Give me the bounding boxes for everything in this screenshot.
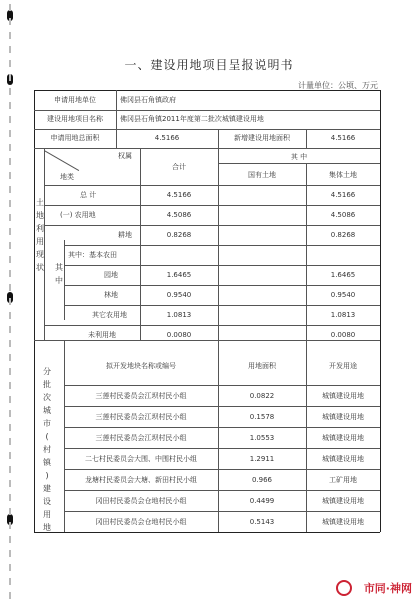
table-border	[380, 90, 381, 532]
parcel-area-cell: 0.966	[251, 476, 273, 484]
dash-mark	[9, 256, 11, 263]
collective-cell: 0.8268	[330, 231, 356, 239]
total-cell: 0.8268	[166, 231, 192, 239]
row-line	[64, 511, 380, 512]
land-type-cell: 总 计	[80, 191, 97, 199]
parcel-use-cell: 城镇建设用地	[322, 518, 364, 526]
total-cell: 1.6465	[166, 271, 192, 279]
dash-mark	[9, 480, 11, 487]
parcel-name-cell: 三莲村民委员会江坝村民小组	[95, 392, 187, 400]
table-border	[34, 90, 380, 91]
parcel-use-cell: 城镇建设用地	[322, 497, 364, 505]
dash-mark	[9, 438, 11, 445]
parcel-use-cell: 城镇建设用地	[322, 434, 364, 442]
land-type-label: 地类	[60, 173, 74, 181]
dash-mark	[9, 102, 11, 109]
parcel-area-header: 用地面积	[248, 362, 276, 370]
dash-mark	[9, 298, 11, 305]
of-which-side-label: 其 中	[55, 263, 63, 285]
dash-mark	[9, 396, 11, 403]
dash-mark	[9, 382, 11, 389]
dash-mark	[9, 592, 11, 599]
watermark-logo-icon	[336, 580, 352, 596]
parcel-use-cell: 城镇建设用地	[322, 455, 364, 463]
new-area-value: 4.5166	[330, 134, 356, 142]
applicant-label: 申请用地单位	[54, 96, 96, 104]
row-line	[64, 305, 380, 306]
parcel-area-cell: 0.4499	[249, 497, 275, 505]
col-line	[64, 240, 65, 320]
parcel-use-cell: 城镇建设用地	[322, 392, 364, 400]
parcel-use-header: 开发用途	[329, 362, 357, 370]
row-line	[64, 448, 380, 449]
land-type-cell: (一) 农用地	[60, 211, 96, 219]
parcel-name-cell: 三莲村民委员会江坝村民小组	[95, 434, 187, 442]
row-line	[34, 129, 380, 130]
dash-mark	[9, 452, 11, 459]
parcel-name-header: 拟开发地块名称或编号	[106, 362, 176, 370]
dash-mark	[9, 46, 11, 53]
total-cell: 0.0080	[166, 331, 192, 339]
collective-cell: 0.0080	[330, 331, 356, 339]
dash-mark	[9, 172, 11, 179]
row-line	[44, 325, 380, 326]
row-line	[64, 406, 380, 407]
collective-cell: 4.5086	[330, 211, 356, 219]
row-line	[64, 427, 380, 428]
dash-mark	[9, 312, 11, 319]
row-line	[44, 225, 380, 226]
new-area-label: 新增建设用地面积	[234, 134, 290, 142]
dash-mark	[9, 242, 11, 249]
land-type-cell: 园地	[104, 271, 118, 279]
row-line	[34, 110, 380, 111]
unit-note: 计量单位：公顷、万元	[298, 81, 378, 90]
parcel-area-cell: 1.2911	[249, 455, 275, 463]
dash-mark	[9, 116, 11, 123]
row-line	[34, 148, 380, 149]
collective-cell: 1.6465	[330, 271, 356, 279]
dash-mark	[9, 32, 11, 39]
state-land-header: 国有土地	[248, 171, 276, 179]
dash-mark	[9, 368, 11, 375]
dash-mark	[9, 144, 11, 151]
collective-land-header: 集体土地	[329, 171, 357, 179]
row-line	[64, 265, 380, 266]
applicant-value: 佛冈县石角镇政府	[120, 96, 176, 104]
dash-mark	[9, 88, 11, 95]
parcel-name-cell: 冈田村民委员会仓地村民小组	[95, 497, 187, 505]
parcel-name-cell: 冈田村民委员会仓地村民小组	[95, 518, 187, 526]
total-area-label: 申请用地总面积	[50, 134, 100, 142]
dash-mark	[9, 4, 11, 11]
project-name-label: 建设用地项目名称	[47, 115, 103, 123]
parcel-name-cell: 龙塘村民委员会大塘、新田村民小组	[85, 476, 197, 484]
row-line	[64, 245, 380, 246]
row-line	[44, 185, 380, 186]
dash-mark	[9, 270, 11, 277]
parcel-name-cell: 三莲村民委员会江坝村民小组	[95, 413, 187, 421]
dash-mark	[9, 74, 11, 81]
collective-cell: 4.5166	[330, 191, 356, 199]
dash-mark	[9, 410, 11, 417]
of-which-header: 其 中	[290, 153, 308, 161]
land-type-cell: 耕地	[118, 231, 132, 239]
parcel-area-cell: 0.5143	[249, 518, 275, 526]
ownership-label: 权属	[118, 152, 132, 160]
total-cell: 4.5086	[166, 211, 192, 219]
collective-cell: 0.9540	[330, 291, 356, 299]
parcel-name-cell: 二七村民委员会大围、中围村民小组	[85, 455, 197, 463]
total-header: 合计	[172, 163, 186, 171]
dash-mark	[9, 578, 11, 585]
total-cell: 1.0813	[166, 311, 192, 319]
dash-mark	[9, 340, 11, 347]
dash-mark	[9, 564, 11, 571]
row-line	[34, 340, 380, 341]
dash-mark	[9, 424, 11, 431]
land-status-label: 土 地 利 用 现 状	[36, 198, 44, 272]
batch-construction-label: 分 批 次 城 市 ( 村 镇 ) 建 设 用 地	[43, 367, 51, 532]
dash-mark	[9, 550, 11, 557]
land-type-cell: 未利用地	[88, 331, 116, 339]
dash-mark	[9, 228, 11, 235]
row-line	[64, 285, 380, 286]
row-line	[44, 205, 380, 206]
parcel-use-cell: 城镇建设用地	[322, 413, 364, 421]
dash-mark	[9, 354, 11, 361]
collective-cell: 1.0813	[330, 311, 356, 319]
dash-mark	[9, 214, 11, 221]
parcel-area-cell: 0.0822	[249, 392, 275, 400]
header-diagonal	[44, 150, 79, 171]
total-cell: 4.5166	[166, 191, 192, 199]
land-type-cell: 其中：基本农田	[68, 251, 117, 259]
dash-mark	[9, 494, 11, 501]
row-line	[64, 385, 380, 386]
row-line	[218, 163, 380, 164]
dash-mark	[9, 200, 11, 207]
watermark: 市同·神网	[363, 582, 412, 595]
dash-mark	[9, 284, 11, 291]
table-border	[34, 90, 35, 532]
dash-mark	[9, 130, 11, 137]
dash-mark	[9, 18, 11, 25]
land-type-cell: 林地	[104, 291, 118, 299]
dash-mark	[9, 326, 11, 333]
project-name-value: 佛冈县石角镇2011年度第二批次城镇建设用地	[120, 115, 264, 123]
dash-mark	[9, 508, 11, 515]
total-cell: 0.9540	[166, 291, 192, 299]
dash-mark	[9, 186, 11, 193]
dash-mark	[9, 158, 11, 165]
row-line	[64, 490, 380, 491]
dash-mark	[9, 522, 11, 529]
land-type-cell: 其它农用地	[92, 311, 127, 319]
dash-mark	[9, 536, 11, 543]
parcel-use-cell: 工矿用地	[329, 476, 357, 484]
parcel-area-cell: 1.0553	[249, 434, 275, 442]
row-line	[64, 469, 380, 470]
total-area-value: 4.5166	[154, 134, 180, 142]
document-title: 一、建设用地项目呈报说明书	[124, 58, 294, 72]
dash-mark	[9, 466, 11, 473]
parcel-area-cell: 0.1578	[249, 413, 275, 421]
table-border	[34, 532, 380, 533]
